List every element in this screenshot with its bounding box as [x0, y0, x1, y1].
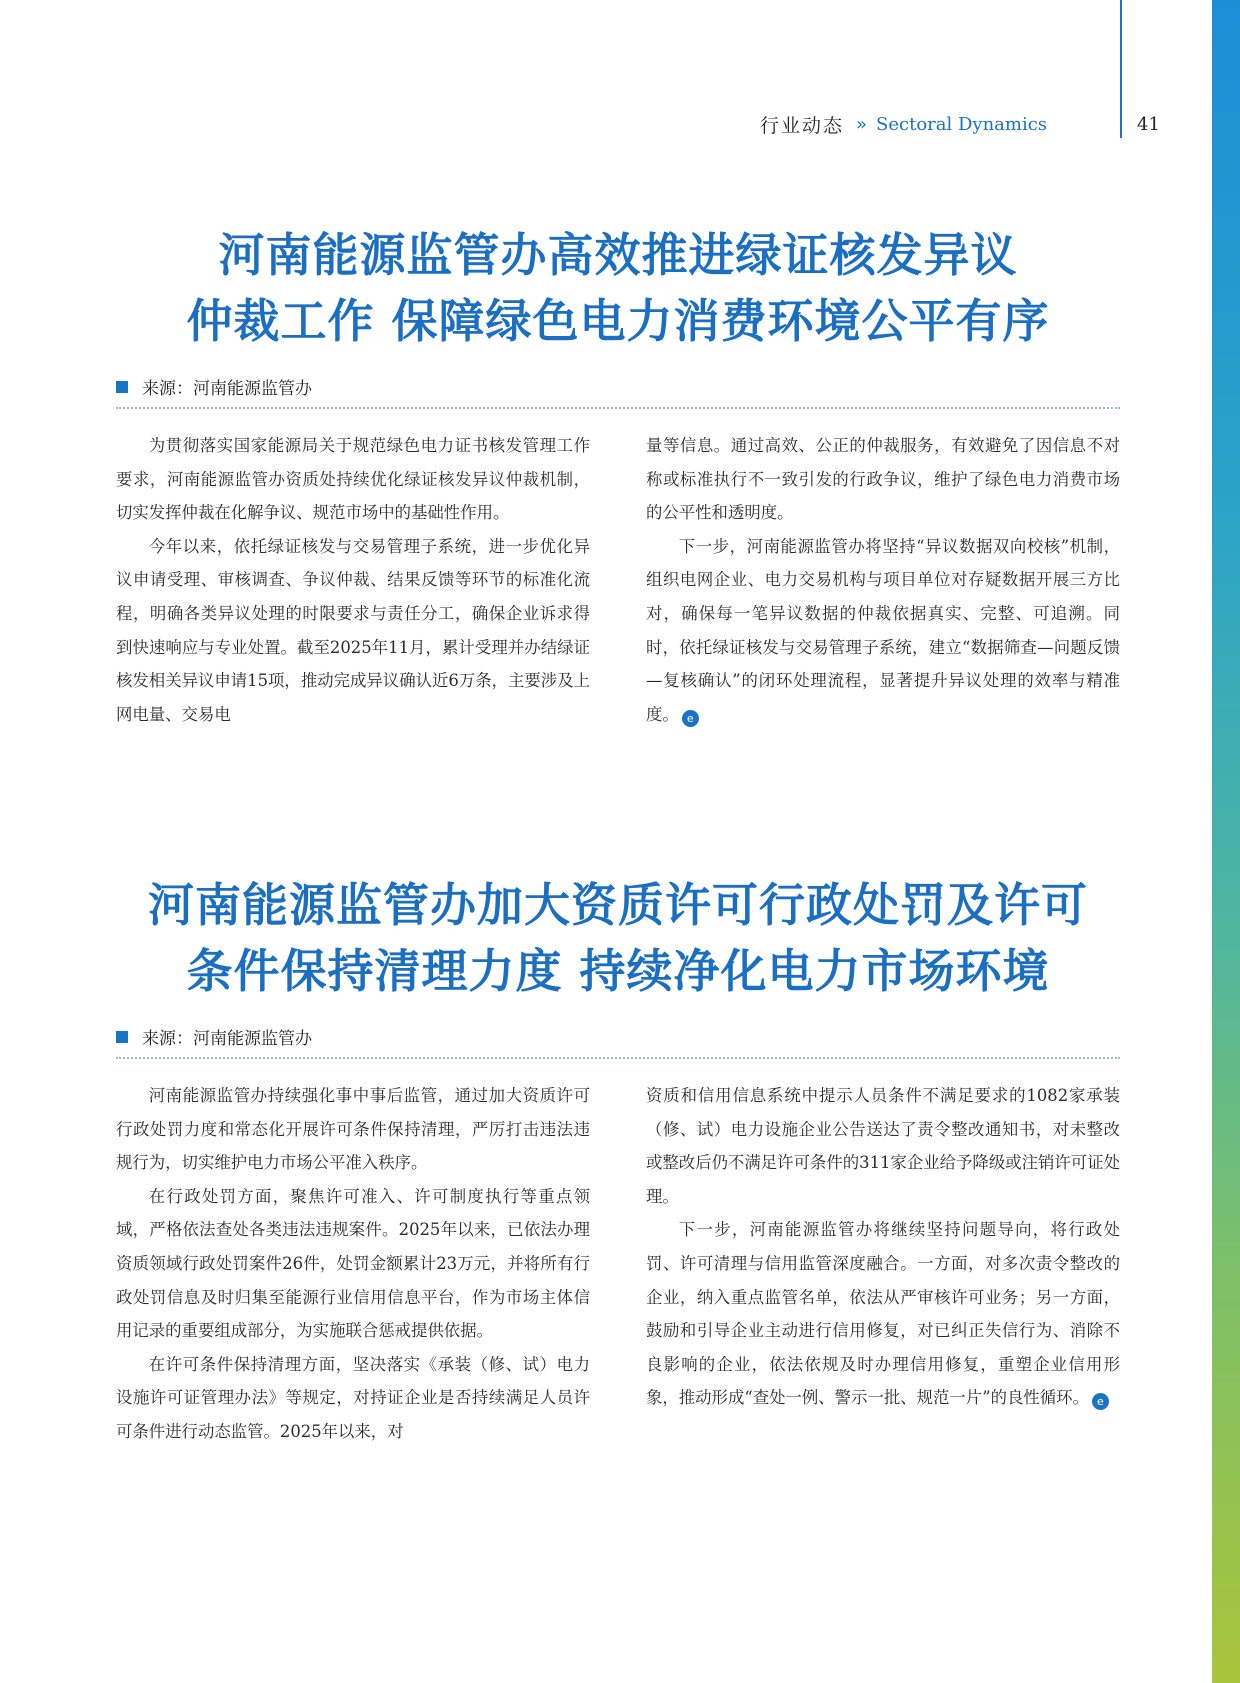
article-title: [116, 222, 1120, 354]
paragraph-text: 下一步，河南能源监管办将继续坚持问题导向，将行政处罚、许可清理与信用监管深度融合。一方面，对多次责令整改的企业，纳入重点监管名单，依法从严审核许可业务；另一方面，鼓励和引导企业主动进行信用修复，对已纠正失信行为、消除不良影响的企业，依法依规及时办理信用修复，重塑企业信用形象，推动形成“查处一例、警示一批、规范一片”的良性循环。: [646, 1220, 1120, 1408]
section-name-cn: 行业动态: [760, 114, 845, 137]
title-line-2: 条件保持清理力度 持续净化电力市场环境: [186, 944, 1050, 998]
right-column: [646, 429, 1120, 731]
double-chevron-icon: »: [856, 113, 868, 135]
right-column: [646, 1079, 1120, 1449]
article-body: [116, 1079, 1120, 1449]
title-line-1: 河南能源监管办加大资质许可行政处罚及许可: [148, 878, 1088, 932]
paragraph: [646, 530, 1120, 732]
article-2: [116, 872, 1120, 1449]
article-source: [116, 374, 1120, 409]
left-column: [116, 429, 590, 731]
title-line-2: 仲裁工作 保障绿色电力消费环境公平有序: [186, 294, 1050, 348]
side-gradient-bar: [1212, 0, 1240, 1683]
source-label: 来源：河南能源监管办: [142, 1029, 312, 1049]
paragraph: [646, 1213, 1120, 1415]
square-bullet-icon: [116, 381, 128, 393]
paragraph: 河南能源监管办持续强化事中事后监管，通过加大资质许可行政处罚力度和常态化开展许可条件保持清理，严厉打击违法违规行为，切实维护电力市场公平准入秩序。: [116, 1086, 590, 1173]
paragraph: 资质和信用信息系统中提示人员条件不满足要求的1082家承装（修、试）电力设施企业公告送达了责令整改通知书，对未整改或整改后仍不满足许可条件的311家企业给予降级或注销许可证处理。: [646, 1086, 1120, 1206]
article-body: [116, 429, 1120, 731]
source-label: 来源：河南能源监管办: [142, 379, 312, 399]
paragraph: 在许可条件保持清理方面，坚决落实《承装（修、试）电力设施许可证管理办法》等规定，对持证企业是否持续满足人员许可条件进行动态监管。2025年以来，对: [116, 1354, 590, 1441]
paragraph: 量等信息。通过高效、公正的仲裁服务，有效避免了因信息不对称或标准执行不一致引发的行政争议，维护了绿色电力消费市场的公平性和透明度。: [646, 436, 1120, 523]
left-column: [116, 1079, 590, 1449]
section-name-en: Sectoral Dynamics: [876, 113, 1048, 135]
article-1: [116, 222, 1120, 731]
article-source: [116, 1024, 1120, 1059]
paragraph: 今年以来，依托绿证核发与交易管理子系统，进一步优化异议申请受理、审核调查、争议仲裁、结果反馈等环节的标准化流程，明确各类异议处理的时限要求与责任分工，确保企业诉求得到快速响应与专业处置。截至2025年11月，累计受理并办结绿证核发相关异议申请15项，推动完成异议确认近6万条，主要涉及上网电量、交易电: [116, 536, 590, 724]
page-number: 41: [1137, 113, 1160, 135]
title-line-1: 河南能源监管办高效推进绿证核发异议: [218, 228, 1018, 282]
paragraph-text: 下一步，河南能源监管办将坚持“异议数据双向校核”机制，组织电网企业、电力交易机构与项目单位对存疑数据开展三方比对，确保每一笔异议数据的仲裁依据真实、完整、可追溯。同时，依托绿证核发与交易管理子系统，建立“数据筛查—问题反馈—复核确认”的闭环处理流程，显著提升异议处理的效率与精准度。: [646, 536, 1120, 724]
square-bullet-icon: [116, 1031, 128, 1043]
running-header: [760, 108, 1160, 140]
paragraph: 在行政处罚方面，聚焦许可准入、许可制度执行等重点领域，严格依法查处各类违法违规案件。2025年以来，已依法办理资质领域行政处罚案件26件，处罚金额累计23万元，并将所有行政处罚信息及时归集至能源行业信用信息平台，作为市场主体信用记录的重要组成部分，为实施联合惩戒提供依据。: [116, 1186, 590, 1341]
end-mark-icon: e: [1092, 1393, 1109, 1410]
end-mark-icon: e: [682, 710, 699, 727]
paragraph: 为贯彻落实国家能源局关于规范绿色电力证书核发管理工作要求，河南能源监管办资质处持续优化绿证核发异议仲裁机制，切实发挥仲裁在化解争议、规范市场中的基础性作用。: [116, 436, 590, 523]
article-title: [116, 872, 1120, 1004]
